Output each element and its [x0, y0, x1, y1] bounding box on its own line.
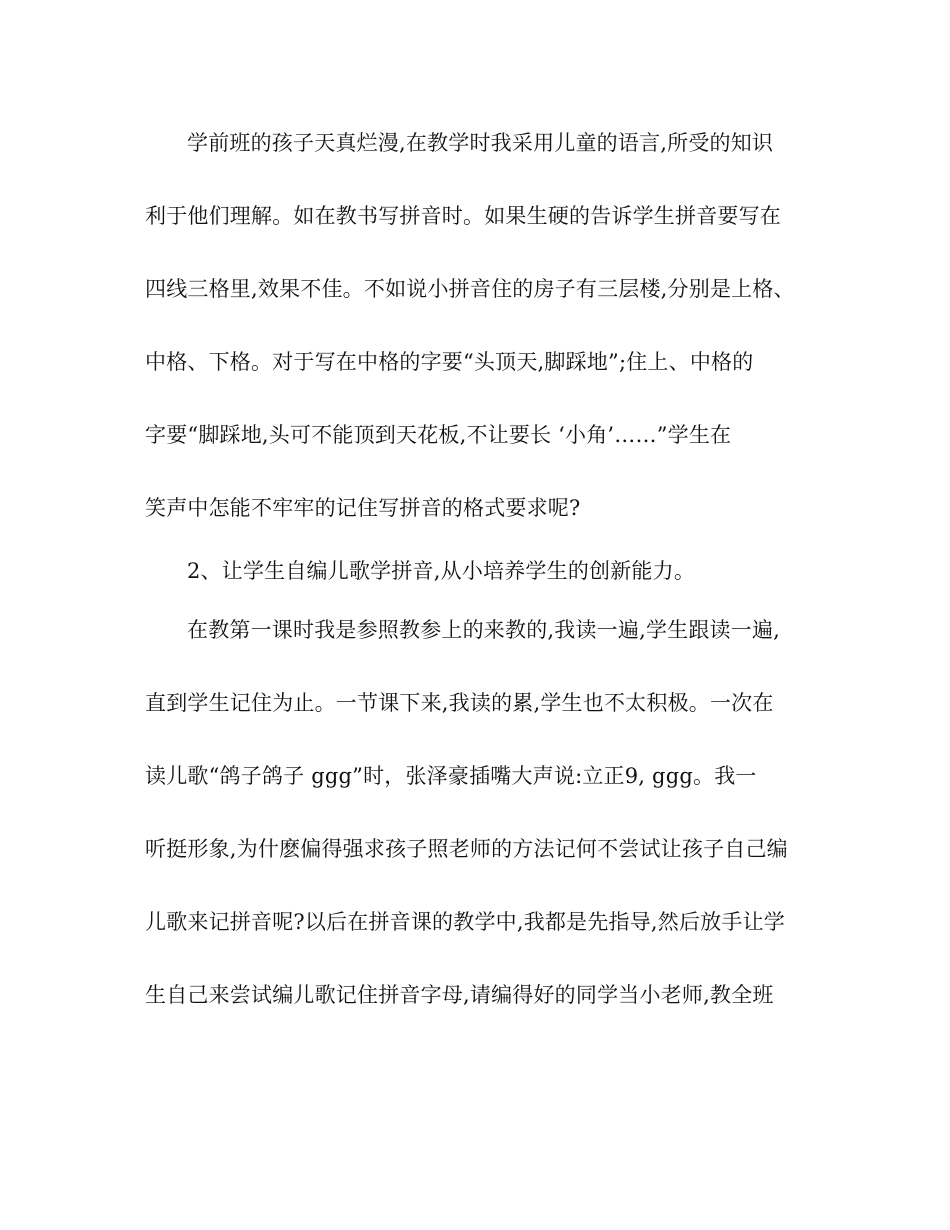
paragraph-line: 字要“脚踩地,头可不能顶到天花板,不让要长 ‘小角’……”学生在	[145, 423, 732, 447]
paragraph-line: 直到学生记住为止。一节课下来,我读的累,学生也不太积极。一次在	[145, 691, 774, 715]
paragraph-line: 在教第一课时我是参照教参上的来教的,我读一遍,学生跟读一遍,	[187, 618, 781, 642]
paragraph-line: 读儿歌“鸽子鸽子 ggg”时，张泽豪插嘴大声说:立正9, ggg。我一	[145, 764, 757, 788]
section-heading: 2、让学生自编儿歌学拼音,从小培养学生的创新能力。	[187, 559, 696, 583]
paragraph-line: 中格、下格。对于写在中格的字要“头顶天,脚踩地”;住上、中格的	[145, 350, 754, 374]
paragraph-line: 四线三格里,效果不佳。不如说小拼音住的房子有三层楼,分别是上格、	[145, 277, 795, 301]
paragraph-line: 听挺形象,为什麽偏得强求孩子照老师的方法记何不尝试让孩子自己编	[145, 837, 788, 861]
paragraph-line: 笑声中怎能不牢牢的记住写拼音的格式要求呢?	[145, 496, 581, 520]
paragraph-line: 儿歌来记拼音呢?以后在拼音课的教学中,我都是先指导,然后放手让学	[145, 910, 786, 934]
paragraph-line: 生自己来尝试编儿歌记住拼音字母,请编得好的同学当小老师,教全班	[145, 983, 774, 1007]
paragraph-line: 学前班的孩子天真烂漫,在教学时我采用儿童的语言,所受的知识	[187, 131, 774, 155]
paragraph-line: 利于他们理解。如在教书写拼音时。如果生硬的告诉学生拼音要写在	[145, 204, 781, 228]
